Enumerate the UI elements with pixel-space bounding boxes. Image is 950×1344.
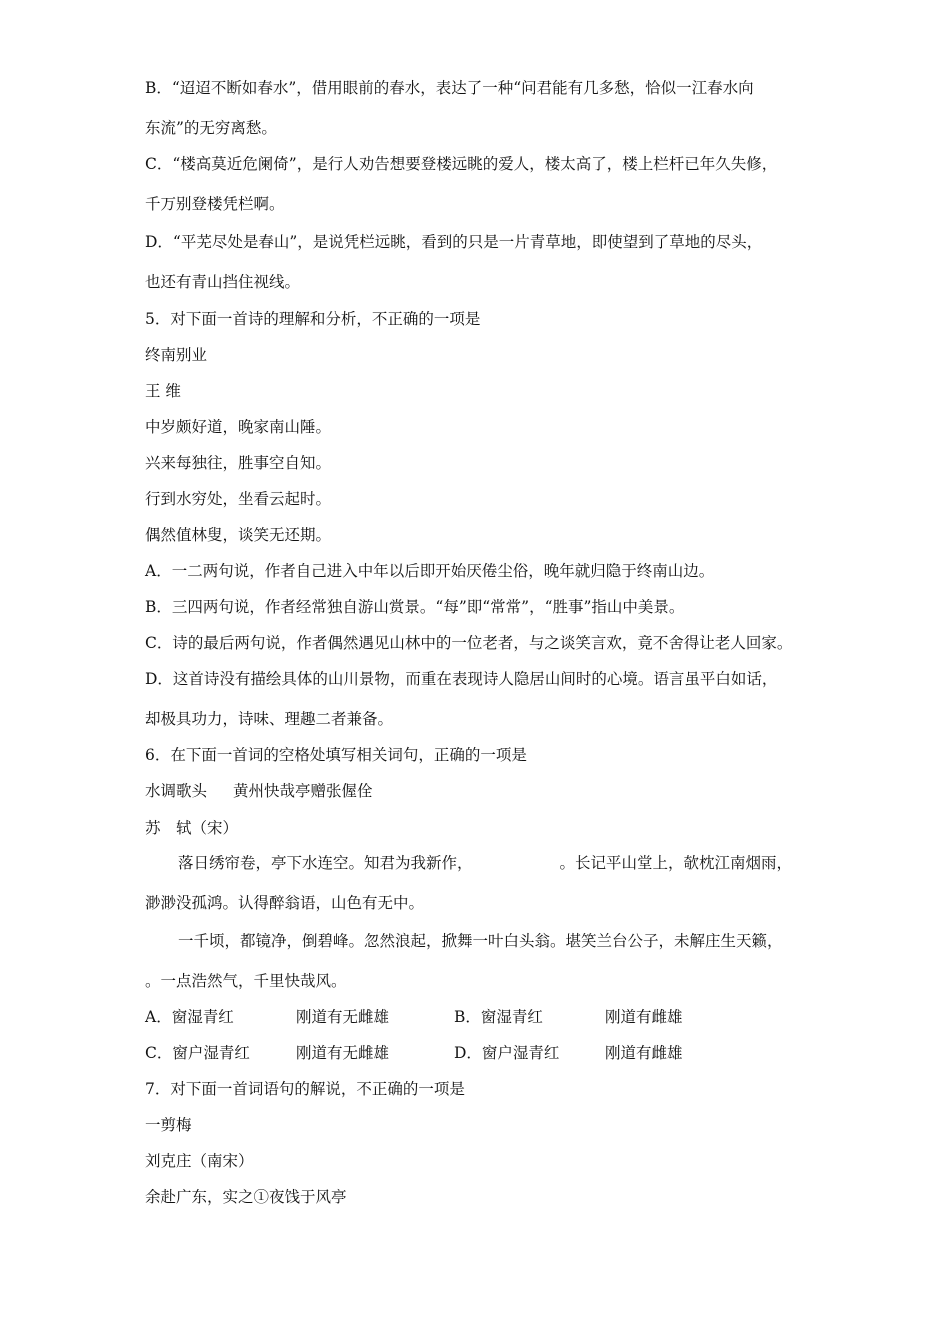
q7-poem-preface: 余赴广东，实之①夜饯于风亭: [145, 1188, 347, 1206]
q5-poem-line: 行到水穷处，坐看云起时。: [145, 490, 332, 508]
q6-option-c-text: 刚道有无雌雄: [296, 1044, 390, 1062]
q6-stanza1-text-b: 。长记平山堂上，欹枕江南烟雨，: [559, 854, 793, 872]
q6-stanza1-line1: [178, 852, 792, 874]
q6-stanza1-text-a: 落日绣帘卷，亭下水连空。知君为我新作，: [178, 854, 473, 872]
q6-option-d-label: D．窗户湿青红: [454, 1044, 560, 1062]
q7-stem: 7．对下面一首词语句的解说，不正确的一项是: [145, 1080, 465, 1098]
q6-option-c-label: C．窗户湿青红: [145, 1044, 250, 1062]
q4-option-c-line1: C．“楼高莫近危阑倚”，是行人劝告想要登楼远眺的爱人，楼太高了，楼上栏杆已年久失修，: [145, 155, 778, 173]
q5-poem-line: 兴来每独往，胜事空自知。: [145, 454, 332, 472]
q6-option-a-text: 刚道有无雌雄: [296, 1008, 390, 1026]
q4-option-d-line2: 也还有青山挡住视线。: [145, 273, 301, 291]
q5-option-d-line1: D．这首诗没有描绘具体的山川景物，而重在表现诗人隐居山间时的心境。语言虽平白如话，: [145, 670, 778, 688]
q6-option-d-text: 刚道有雌雄: [605, 1044, 683, 1062]
q5-stem: 5．对下面一首诗的理解和分析，不正确的一项是: [145, 310, 481, 328]
q5-option-a: A．一二两句说，作者自己进入中年以后即开始厌倦尘俗，晚年就归隐于终南山边。: [145, 562, 715, 580]
q6-poem-subtitle: 黄州快哉亭赠张偓佺: [233, 782, 373, 800]
q7-poem-title: 一剪梅: [145, 1116, 192, 1134]
q6-stanza2-line1: 一千顷，都镜净，倒碧峰。忽然浪起，掀舞一叶白头翁。堪笑兰台公子，未解庄生天籁，: [178, 932, 783, 950]
q6-option-a-label: A．窗湿青红: [145, 1008, 234, 1026]
q6-stanza2-line2: 。一点浩然气，千里快哉风。: [145, 972, 347, 990]
q5-poem-line: 中岁颇好道，晚家南山陲。: [145, 418, 332, 436]
q4-option-b-line2: 东流”的无穷离愁。: [145, 119, 277, 137]
q5-poem-title: 终南别业: [145, 346, 208, 364]
q5-option-c: C．诗的最后两句说，作者偶然遇见山林中的一位老者，与之谈笑言欢，竟不舍得让老人回家。: [145, 634, 793, 652]
q6-poem-title: 水调歌头: [145, 782, 208, 800]
q4-option-d-line1: D．“平芜尽处是春山”，是说凭栏远眺，看到的只是一片青草地，即使望到了草地的尽头，: [145, 233, 763, 251]
q4-option-c-line2: 千万别登楼凭栏啊。: [145, 195, 285, 213]
q6-poem-author: 苏 轼（宋）: [145, 819, 239, 837]
q4-option-b-line1: B．“迢迢不断如春水”，借用眼前的春水，表达了一种“问君能有几多愁，恰似一江春水向: [145, 79, 754, 97]
q6-stanza1-line2: 渺渺没孤鸿。认得醉翁语，山色有无中。: [145, 894, 425, 912]
q5-option-d-line2: 却极具功力，诗味、理趣二者兼备。: [145, 710, 394, 728]
q6-stem: 6．在下面一首词的空格处填写相关词句，正确的一项是: [145, 746, 527, 764]
q6-poem-heading: [145, 780, 373, 802]
q5-option-b: B．三四两句说，作者经常独自游山赏景。“每”即“常常”，“胜事”指山中美景。: [145, 598, 685, 616]
q6-option-b-label: B．窗湿青红: [454, 1008, 543, 1026]
q5-poem-author: 王 维: [145, 382, 181, 400]
q7-poem-author: 刘克庄（南宋）: [145, 1152, 254, 1170]
q5-poem-line: 偶然值林叟，谈笑无还期。: [145, 526, 332, 544]
q6-option-b-text: 刚道有雌雄: [605, 1008, 683, 1026]
